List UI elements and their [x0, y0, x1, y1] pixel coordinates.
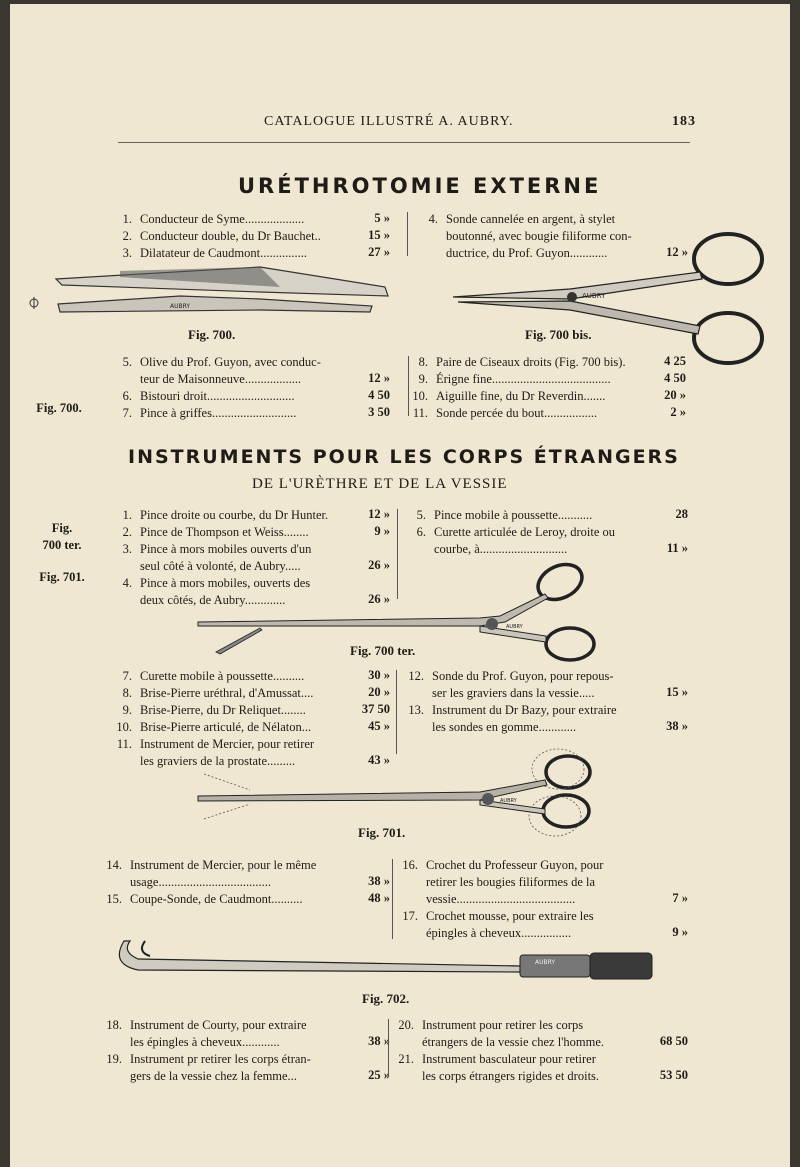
item-description: Crochet mousse, pour extraire les [426, 909, 594, 923]
item-number: 6. [122, 389, 132, 403]
fig-700ter-caption: Fig. 700 ter. [350, 643, 416, 658]
item-description: Pince droite ou courbe, du Dr Hunter. [140, 508, 329, 522]
margin-fig-700ter: Fig. 700 ter. [42, 521, 82, 552]
item-description: les épingles à cheveux............ [130, 1035, 280, 1049]
running-header: CATALOGUE ILLUSTRÉ A. AUBRY. [264, 114, 514, 129]
item-description: ser les graviers dans la vessie..... [432, 686, 595, 700]
item-number: 9. [418, 372, 428, 386]
item-number: 13. [408, 703, 424, 717]
item-number: 7. [122, 406, 132, 420]
item-price: 12 » [368, 507, 390, 521]
section-subtitle: DE L'URÈTHRE ET DE LA VESSIE [252, 476, 508, 492]
item-line [394, 1034, 604, 1051]
item-price: 48 » [368, 891, 390, 905]
fig-701-caption: Fig. 701. [358, 825, 406, 840]
item-description: Crochet du Professeur Guyon, pour [426, 858, 604, 872]
section-title-urethrotomie: URÉTHROTOMIE EXTERNE [238, 174, 602, 198]
catalogue-item [112, 354, 390, 388]
item-price: 5 » [374, 211, 390, 225]
item-description: deux côtés, de Aubry............. [140, 593, 286, 607]
item-price: 25 » [368, 1068, 390, 1082]
item-description: Sonde percée du bout................. [436, 406, 598, 420]
item-number: 10. [412, 389, 428, 403]
item-description: Instrument de Courty, pour extraire [130, 1018, 307, 1032]
item-price: 12 » [666, 245, 688, 259]
catalogue-item [112, 719, 390, 736]
item-price: 26 » [368, 558, 390, 572]
item-number: 6. [416, 525, 426, 539]
catalogue-item [112, 575, 390, 609]
catalogue-item [398, 857, 688, 908]
item-description: Instrument de Mercier, pour le même [130, 858, 317, 872]
item-line [398, 891, 575, 908]
item-line [394, 1068, 599, 1085]
catalogue-item [404, 702, 688, 736]
item-line [112, 702, 306, 719]
item-number: 8. [418, 355, 428, 369]
item-line [112, 405, 296, 422]
item-price: 28 [675, 507, 688, 521]
item-number: 9. [122, 703, 132, 717]
item-list-s2-12-13 [404, 668, 688, 736]
catalogue-item [398, 908, 688, 942]
item-line [102, 891, 303, 908]
item-line [404, 702, 617, 719]
item-line [404, 668, 614, 685]
item-number: 1. [122, 508, 132, 522]
item-number: 5. [416, 508, 426, 522]
ciseaux-instrument [453, 234, 762, 363]
item-price: 2 » [670, 405, 686, 419]
item-list-s2-7-11 [112, 668, 390, 770]
item-description: teur de Maisonneuve.................. [140, 372, 302, 386]
item-description: seul côté à volonté, de Aubry..... [140, 559, 301, 573]
item-line [406, 507, 592, 524]
item-price: 4 25 [664, 354, 686, 368]
item-line [406, 524, 615, 541]
item-number: 7. [122, 669, 132, 683]
item-number: 2. [122, 229, 132, 243]
item-description: Pince à mors mobiles ouverts d'un [140, 542, 312, 556]
item-price: 20 » [368, 685, 390, 699]
item-number: 4. [122, 576, 132, 590]
item-price: 53 50 [659, 1068, 688, 1082]
item-description: Instrument basculateur pour retirer [422, 1052, 596, 1066]
item-number: 18. [106, 1018, 122, 1032]
item-line [404, 719, 576, 736]
catalogue-item [112, 668, 390, 685]
item-description: vessie...................................... [426, 892, 576, 906]
item-description: Pince mobile à poussette........... [434, 508, 593, 522]
item-list-5-7 [112, 354, 390, 422]
item-description: Aiguille fine, du Dr Reverdin....... [436, 389, 606, 403]
item-line [408, 354, 626, 371]
item-description: Brise-Pierre uréthral, d'Amussat.... [140, 686, 314, 700]
item-price: 38 » [368, 1034, 390, 1048]
item-number: 3. [122, 246, 132, 260]
item-price: 15 » [368, 228, 390, 242]
item-number: 17. [402, 909, 418, 923]
item-price: 68 50 [659, 1034, 688, 1048]
item-number: 8. [122, 686, 132, 700]
item-line [408, 371, 611, 388]
item-line [398, 908, 594, 925]
catalogue-item [102, 891, 390, 908]
item-description: Érigne fine...................................... [436, 372, 611, 386]
item-description: Instrument pr retirer les corps étran- [130, 1052, 311, 1066]
item-description: Brise-Pierre articulé, de Nélaton... [140, 720, 312, 734]
catalogue-item [112, 541, 390, 575]
svg-text:AUBRY: AUBRY [506, 624, 523, 630]
item-price: 4 50 [368, 388, 390, 402]
item-number: 2. [122, 525, 132, 539]
item-price: 15 » [666, 685, 688, 699]
item-description: Conducteur double, du Dr Bauchet.. [140, 229, 321, 243]
item-price: 20 » [664, 388, 686, 402]
item-line [408, 405, 597, 422]
item-description: Paire de Ciseaux droits (Fig. 700 bis). [436, 355, 626, 369]
item-price: 12 » [368, 371, 390, 385]
item-line [112, 558, 301, 575]
item-price: 45 » [368, 719, 390, 733]
margin-fig-700: Fig. 700. [36, 401, 82, 415]
item-line [394, 1051, 596, 1068]
crochet-instrument [119, 941, 652, 979]
item-description: Brise-Pierre, du Dr Reliquet........ [140, 703, 306, 717]
item-line [404, 685, 594, 702]
item-price: 38 » [666, 719, 688, 733]
catalogue-item [408, 388, 686, 405]
page-number: 183 [672, 114, 696, 129]
item-description: usage.................................... [130, 875, 271, 889]
item-line [112, 685, 313, 702]
item-description: les corps étrangers rigides et droits. [422, 1069, 600, 1083]
item-line [398, 925, 571, 942]
item-line [112, 753, 295, 770]
item-description: ductrice, du Prof. Guyon............ [446, 246, 608, 260]
catalogue-item [404, 668, 688, 702]
catalogue-item [112, 405, 390, 422]
item-description: les sondes en gomme............ [432, 720, 577, 734]
catalogue-item [102, 857, 390, 891]
item-price: 30 » [368, 668, 390, 682]
catalogue-item [102, 1051, 390, 1085]
svg-text:AUBRY: AUBRY [582, 292, 606, 300]
item-line [102, 1034, 280, 1051]
item-number: 12. [408, 669, 424, 683]
item-number: 11. [412, 406, 428, 420]
item-list-s2-18-19 [102, 1017, 390, 1085]
conducteur-instrument [30, 267, 388, 312]
item-line [112, 719, 311, 736]
item-price: 43 » [368, 753, 390, 767]
item-line [112, 388, 295, 405]
item-list-s2-1-4 [112, 507, 390, 609]
item-line [394, 1017, 583, 1034]
fig-700-caption: Fig. 700. [188, 327, 236, 342]
item-number: 1. [122, 212, 132, 226]
item-description: Bistouri droit............................ [140, 389, 295, 403]
item-description: Conducteur de Syme................... [140, 212, 305, 226]
item-description: Curette articulée de Leroy, droite ou [434, 525, 616, 539]
item-line [112, 541, 311, 558]
item-price: 4 50 [664, 371, 686, 385]
item-line [112, 524, 309, 541]
item-list-s2-5-6 [406, 507, 688, 558]
item-list-s2-14-15 [102, 857, 390, 908]
item-line [112, 592, 285, 609]
item-description: gers de la vessie chez la femme... [130, 1069, 297, 1083]
item-line [102, 1068, 297, 1085]
item-number: 14. [106, 858, 122, 872]
item-number: 15. [106, 892, 122, 906]
item-line [406, 541, 567, 558]
catalogue-item [102, 1017, 390, 1051]
item-number: 11. [116, 737, 132, 751]
item-line [112, 371, 301, 388]
item-description: Curette mobile à poussette.......... [140, 669, 305, 683]
catalogue-item [394, 1017, 688, 1051]
item-line [102, 1051, 311, 1068]
catalogue-item [112, 507, 390, 524]
svg-text:AUBRY: AUBRY [535, 959, 556, 966]
item-list-s2-16-17 [398, 857, 688, 942]
item-line [112, 575, 310, 592]
item-price: 7 » [672, 891, 688, 905]
svg-text:AUBRY: AUBRY [500, 798, 517, 804]
item-line [112, 668, 304, 685]
item-line [112, 507, 328, 524]
item-price: 26 » [368, 592, 390, 606]
item-description: Pince à griffes........................... [140, 406, 297, 420]
item-number: 19. [106, 1052, 122, 1066]
item-line [398, 857, 603, 874]
item-price: 9 » [672, 925, 688, 939]
aubry-mark: AUBRY [170, 303, 191, 310]
item-description: Dilatateur de Caudmont............... [140, 246, 307, 260]
catalogue-item [408, 405, 686, 422]
item-line [112, 736, 314, 753]
item-description: Instrument du Dr Bazy, pour extraire [432, 703, 617, 717]
item-description: étrangers de la vessie chez l'homme. [422, 1035, 605, 1049]
item-list-8-11 [408, 354, 686, 422]
item-price: 37 50 [361, 702, 390, 716]
catalogue-item [112, 524, 390, 541]
catalogue-page [10, 4, 790, 1167]
catalogue-item [394, 1051, 688, 1085]
catalogue-item [112, 702, 390, 719]
item-description: Coupe-Sonde, de Caudmont.......... [130, 892, 303, 906]
item-description: Pince de Thompson et Weiss........ [140, 525, 309, 539]
item-list-s2-20-21 [394, 1017, 688, 1085]
catalogue-item [408, 371, 686, 388]
item-line [408, 388, 605, 405]
item-description: Instrument pour retirer les corps [422, 1018, 584, 1032]
catalogue-item [406, 507, 688, 524]
item-price: 27 » [368, 245, 390, 259]
item-number: 21. [398, 1052, 414, 1066]
catalogue-item [408, 354, 686, 371]
catalogue-item [112, 388, 390, 405]
item-price: 3 50 [368, 405, 390, 419]
item-description: courbe, à............................ [434, 542, 568, 556]
item-price: 9 » [374, 524, 390, 538]
item-line [112, 354, 321, 371]
item-description: retirer les bougies filiformes de la [426, 875, 596, 889]
margin-fig-701: Fig. 701. [39, 570, 85, 584]
section-title-corps-etrangers: INSTRUMENTS POUR LES CORPS ÉTRANGERS [128, 446, 680, 468]
item-number: 10. [116, 720, 132, 734]
item-description: boutonné, avec bougie filiforme con- [446, 229, 632, 243]
fig-700bis-caption: Fig. 700 bis. [525, 327, 592, 342]
item-line [398, 874, 595, 891]
item-number: 20. [398, 1018, 414, 1032]
item-description: Olive du Prof. Guyon, avec conduc- [140, 355, 321, 369]
item-number: 4. [428, 212, 438, 226]
item-description: Pince à mors mobiles, ouverts des [140, 576, 311, 590]
catalogue-item [112, 685, 390, 702]
item-number: 3. [122, 542, 132, 556]
item-number: 5. [122, 355, 132, 369]
item-number: 16. [402, 858, 418, 872]
item-line [102, 1017, 307, 1034]
item-line [102, 874, 271, 891]
item-description: Sonde cannelée en argent, à stylet [446, 212, 616, 226]
item-price: 11 » [666, 541, 688, 555]
catalogue-item [406, 524, 688, 558]
item-line [102, 857, 316, 874]
item-description: épingles à cheveux................ [426, 926, 572, 940]
item-description: Instrument de Mercier, pour retirer [140, 737, 315, 751]
item-description: les graviers de la prostate......... [140, 754, 296, 768]
item-price: 38 » [368, 874, 390, 888]
catalogue-item [112, 736, 390, 770]
fig-702-caption: Fig. 702. [362, 991, 410, 1006]
item-description: Sonde du Prof. Guyon, pour repous- [432, 669, 614, 683]
